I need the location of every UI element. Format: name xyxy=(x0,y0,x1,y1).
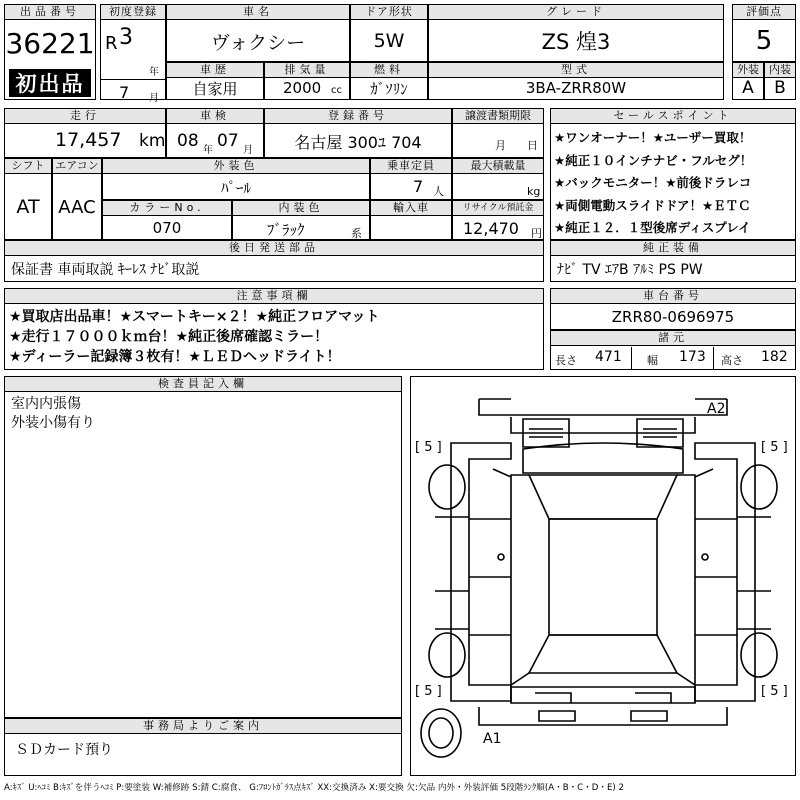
plate-label: 登録番号 xyxy=(265,109,451,124)
capacity-label: 乗車定員 xyxy=(371,159,451,174)
chassis-number: ZRR80-0696975 xyxy=(611,308,735,326)
spec-divider xyxy=(713,347,714,369)
inspector-box xyxy=(4,376,402,718)
later-parts: 保証書 車両取説 ｷｰﾚｽ ﾅﾋﾞ取説 xyxy=(11,262,200,278)
shift: AT xyxy=(16,196,40,218)
load-unit: kg xyxy=(527,185,541,198)
inspector-label: 検査員記入欄 xyxy=(5,377,401,392)
recycle-label: リサイクル預託金 xyxy=(453,201,543,216)
interior-grade: B xyxy=(774,78,786,98)
load-label: 最大積載量 xyxy=(453,159,543,174)
inspection-label: 車検 xyxy=(167,109,263,124)
inspection-year-unit: 年 xyxy=(203,145,213,156)
color-no-label: カラーNo. xyxy=(103,201,231,216)
equipment-label: 純正装備 xyxy=(551,241,795,256)
first-listing-badge: 初出品 xyxy=(9,69,91,97)
mileage-label: 走行 xyxy=(5,109,165,124)
transfer-day-unit: 日 xyxy=(527,139,538,152)
max-load-box xyxy=(452,158,544,200)
history-label: 車歴 xyxy=(167,63,263,78)
office-label: 事務局よりご案内 xyxy=(5,719,401,734)
door-type: 5W xyxy=(373,30,405,52)
equipment: ﾅﾋﾞ TV ｴｱB ｱﾙﾐ PS PW xyxy=(557,262,703,278)
displacement: 2000 xyxy=(283,79,322,97)
score-box xyxy=(732,4,796,62)
inspection-box xyxy=(166,108,264,158)
later-parts-box xyxy=(4,240,544,282)
inspector-line: 室内内張傷 xyxy=(11,396,81,412)
sales-line: ★純正１０インチナビ・フルセグ！ xyxy=(554,152,753,168)
color-no: 070 xyxy=(152,219,182,237)
fuel-label: 燃料 xyxy=(351,63,427,78)
exterior-color: ﾊﾟｰﾙ xyxy=(220,178,251,197)
damage-a1: A1 xyxy=(483,731,502,747)
car-diagram xyxy=(410,376,796,776)
inspector-lines xyxy=(11,395,95,433)
office-note: ＳＤカード預り xyxy=(15,742,113,758)
tire-mark-front-left: [ 5 ] xyxy=(415,440,442,455)
ac-label: エアコン xyxy=(53,159,101,174)
interior-color-unit: 系 xyxy=(351,227,362,240)
caution-lines xyxy=(9,307,380,367)
grade-label: グレード xyxy=(429,5,723,20)
score-label: 評価点 xyxy=(733,5,795,20)
history-box xyxy=(166,62,264,100)
lot-label: 出品番号 xyxy=(5,5,95,20)
spec-divider xyxy=(631,347,632,369)
mileage-unit: km xyxy=(139,131,166,151)
fuel-box xyxy=(350,62,428,100)
divider xyxy=(101,79,165,80)
plate-box xyxy=(264,108,452,158)
import-label: 輸入車 xyxy=(371,201,451,216)
damage-a2: A2 xyxy=(707,401,726,417)
door-box xyxy=(350,4,428,62)
model-label: 型式 xyxy=(429,63,723,78)
recycle-unit: 円 xyxy=(531,227,542,240)
displacement-box xyxy=(264,62,350,100)
recycle-box xyxy=(452,200,544,240)
tire-mark-rear-left: [ 5 ] xyxy=(415,684,442,699)
ac-box xyxy=(52,158,102,240)
height-label: 高さ xyxy=(721,354,743,367)
car-name: ヴォクシー xyxy=(210,31,306,54)
caution-label: 注意事項欄 xyxy=(5,289,543,304)
capacity: 7 xyxy=(413,177,424,196)
chassis-box xyxy=(550,288,796,330)
name-label: 車名 xyxy=(167,5,349,20)
width: 173 xyxy=(679,349,706,365)
transfer-month-unit: 月 xyxy=(495,139,506,152)
sales-line: ★バックモニター！★前後ドラレコ xyxy=(554,175,752,190)
plate: 名古屋 300ﾕ 704 xyxy=(294,132,422,152)
color-no-box xyxy=(102,200,232,240)
first-registration-box xyxy=(100,4,166,104)
year-unit: 年 xyxy=(149,67,159,78)
office-box xyxy=(4,718,402,776)
sales-lines xyxy=(554,127,752,240)
sales-points-box xyxy=(550,108,796,240)
displacement-unit: cc xyxy=(331,85,342,96)
mileage: 17,457 xyxy=(55,129,122,151)
grade-box xyxy=(428,4,724,62)
later-label: 後日発送部品 xyxy=(5,241,543,256)
car-diagram-svg xyxy=(411,377,795,775)
capacity-box xyxy=(370,158,452,200)
interior-color-box xyxy=(232,200,370,240)
width-label: 幅 xyxy=(647,354,658,367)
mileage-box xyxy=(4,108,166,158)
car-name-box xyxy=(166,4,350,62)
exterior-color-label: 外装色 xyxy=(103,159,369,174)
height: 182 xyxy=(761,349,788,365)
tire-mark-front-right: [ 5 ] xyxy=(761,440,788,455)
exterior-grade-label: 外装 xyxy=(733,63,763,78)
first-reg-label: 初度登録 xyxy=(101,5,165,20)
length-label: 長さ xyxy=(555,354,577,367)
grade: ZS 煌3 xyxy=(541,30,611,54)
reg-year: 3 xyxy=(119,25,133,50)
caution-line: ★ディーラー記録簿３枚有！★ＬＥＤヘッドライト！ xyxy=(9,349,341,365)
chassis-label: 車台番号 xyxy=(551,289,795,304)
interior-grade-box xyxy=(764,62,796,100)
sales-line: ★両側電動スライドドア！★ＥＴＣ xyxy=(554,197,751,213)
caution-line: ★走行１７０００ｋｍ台！★純正後席確認ミラー！ xyxy=(9,329,329,345)
exterior-color-box xyxy=(102,158,370,200)
tire-mark-rear-right: [ 5 ] xyxy=(761,684,788,699)
transfer-label: 譲渡書類期限 xyxy=(453,109,543,124)
caution-box xyxy=(4,288,544,370)
era: R xyxy=(105,33,118,54)
interior-grade-label: 内装 xyxy=(765,63,795,78)
inspection-year: 08 xyxy=(177,131,199,151)
month-unit: 月 xyxy=(149,93,159,104)
reg-month: 7 xyxy=(119,83,130,102)
lot-number: 36221 xyxy=(5,26,95,60)
exterior-grade: A xyxy=(742,78,754,98)
shift-box xyxy=(4,158,52,240)
history: 自家用 xyxy=(192,79,238,98)
displacement-label: 排気量 xyxy=(265,63,349,78)
ac: AAC xyxy=(58,196,96,218)
legend: A:ｷｽﾞ U:ﾍｺﾐ B:ｷｽﾞを伴うﾍｺﾐ P:要塗装 W:補修跡 S:錆 C:腐食、 G:ﾌﾛﾝﾄｶﾞﾗｽ点ｷｽﾞ XX:交換済み X:要交換 欠:欠品 内外・外装評価 5段階ﾗﾝｸ順(A・B・C・D・E) 2 xyxy=(4,783,624,793)
sales-line: ★純正１２．１型後席ディスプレイ xyxy=(554,220,751,235)
caution-line: ★買取店出品車！★スマートキー×２！★純正フロアマット xyxy=(9,309,380,325)
model-box xyxy=(428,62,724,100)
lot-number-box xyxy=(4,4,96,100)
sales-line: ★ワンオーナー！★ユーザー買取！ xyxy=(554,130,752,145)
door-label: ドア形状 xyxy=(351,5,427,20)
equipment-box xyxy=(550,240,796,282)
length: 471 xyxy=(595,349,622,365)
model: 3BA-ZRR80W xyxy=(525,79,627,97)
sales-label: セールスポイント xyxy=(551,109,795,124)
exterior-grade-box xyxy=(732,62,764,100)
shift-label: シフト xyxy=(5,159,51,174)
interior-color: ﾌﾞﾗｯｸ xyxy=(267,221,305,239)
specs-box xyxy=(550,330,796,370)
recycle: 12,470 xyxy=(463,219,519,238)
inspection-month: 07 xyxy=(217,131,239,151)
fuel: ｶﾞｿﾘﾝ xyxy=(370,79,408,98)
transfer-deadline-box xyxy=(452,108,544,158)
interior-color-label: 内装色 xyxy=(233,201,369,216)
capacity-unit: 人 xyxy=(433,185,444,198)
import-box xyxy=(370,200,452,240)
inspector-line: 外装小傷有り xyxy=(11,415,95,431)
score: 5 xyxy=(755,26,773,56)
inspection-month-unit: 月 xyxy=(243,145,253,156)
specs-label: 諸元 xyxy=(551,331,795,346)
